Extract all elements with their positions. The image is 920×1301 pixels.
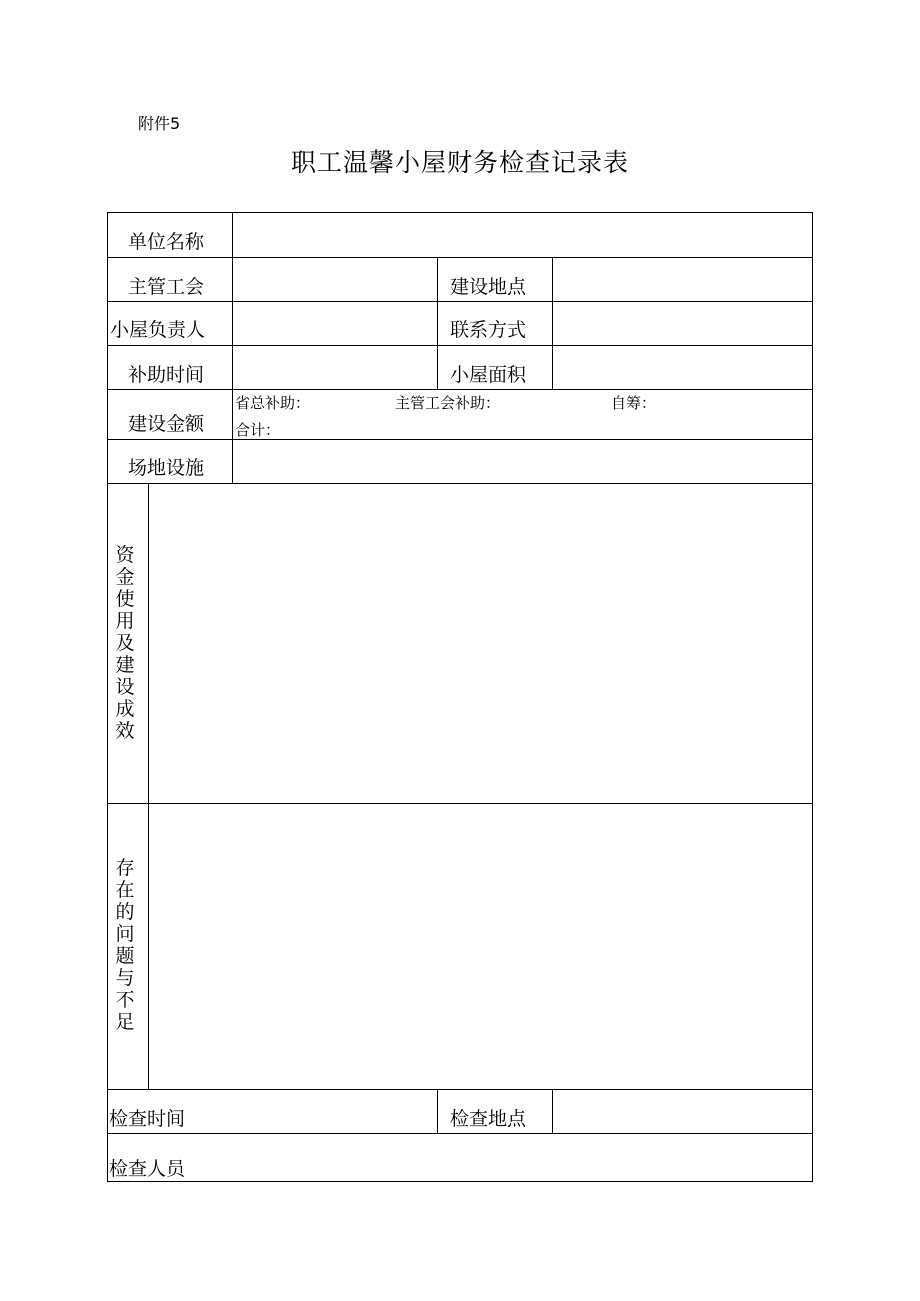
unit-name-field[interactable]	[233, 213, 812, 257]
house-leader-label: 小屋负责人	[110, 319, 206, 341]
inspectors-field[interactable]	[198, 1134, 812, 1181]
contact-field[interactable]	[553, 302, 812, 345]
column-divider	[437, 1089, 438, 1133]
fund-usage-field[interactable]	[149, 484, 812, 803]
form-title: 职工温馨小屋财务检查记录表	[290, 148, 629, 177]
union-subsidy-label: 主管工会补助：	[395, 394, 501, 412]
row-divider	[108, 389, 812, 390]
unit-name-label: 单位名称	[128, 231, 205, 253]
contact-label: 联系方式	[450, 319, 527, 341]
inspection-site-label: 检查地点	[450, 1108, 527, 1130]
subsidy-time-field[interactable]	[233, 346, 437, 389]
supervising-union-field[interactable]	[233, 258, 437, 301]
inspectors-label: 检查人员	[109, 1158, 186, 1180]
fund-usage-label: 资金使用及建设成效	[115, 544, 135, 742]
inspection-record-form	[107, 212, 813, 1182]
self-raised-label: 自筹：	[611, 394, 657, 412]
subsidy-time-label: 补助时间	[128, 364, 205, 386]
construction-amount-label: 建设金额	[128, 413, 205, 435]
facilities-label: 场地设施	[128, 457, 205, 479]
provincial-subsidy-label: 省总补助：	[235, 394, 311, 412]
supervising-union-label: 主管工会	[128, 276, 205, 298]
inspection-time-field[interactable]	[198, 1090, 437, 1133]
problems-label: 存在的问题与不足	[115, 857, 135, 1033]
inspection-time-label: 检查时间	[109, 1108, 186, 1130]
construction-site-label: 建设地点	[450, 276, 527, 298]
inspection-site-field[interactable]	[553, 1090, 812, 1133]
house-area-field[interactable]	[553, 346, 812, 389]
total-label: 合计：	[235, 421, 281, 439]
house-area-label: 小屋面积	[450, 364, 527, 386]
column-divider	[437, 257, 438, 389]
house-leader-field[interactable]	[233, 302, 437, 345]
attachment-number: 附件5	[138, 114, 181, 133]
problems-field[interactable]	[149, 804, 812, 1089]
facilities-field[interactable]	[233, 440, 812, 483]
construction-site-field[interactable]	[553, 258, 812, 301]
